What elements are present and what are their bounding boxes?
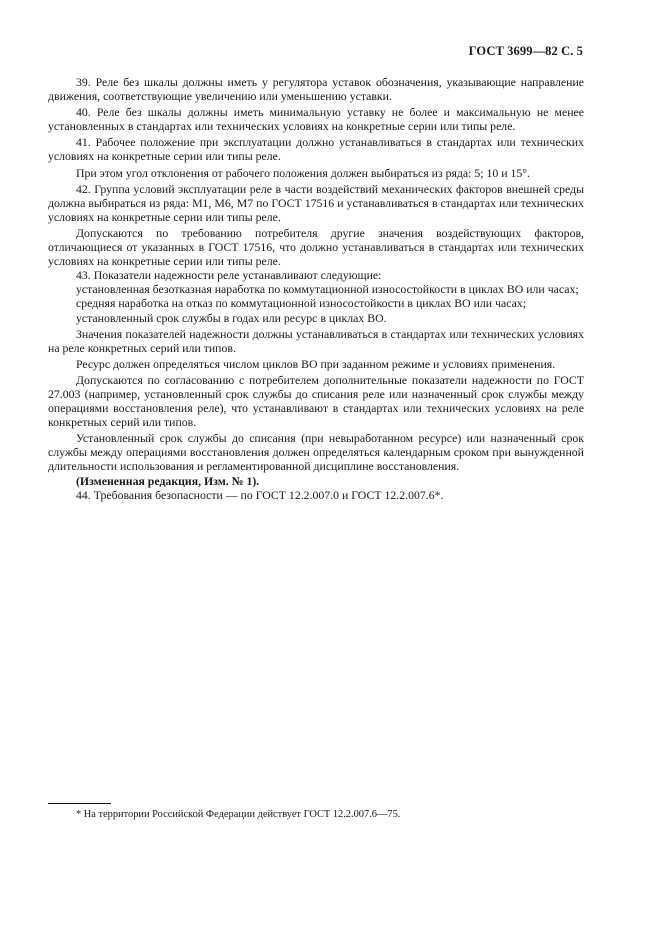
paragraph-41-angle: При этом угол отклонения от рабочего положения должен выбираться из ряда: 5; 10 и 15°. — [76, 165, 530, 180]
paragraph-43-resource: Ресурс должен определяться числом циклов ВО при заданном режиме и условиях применения. — [76, 356, 556, 371]
paragraph-42-note: Допускаются по требованию потребителя другие значения воздействующих факторов, отличающиеся от указанных в ГОСТ 17516, что должно устанавливаться в стандартах или технических условиях на конкретные серии или типы реле. — [48, 225, 584, 269]
page-header: ГОСТ 3699—82 С. 5 — [468, 44, 583, 58]
paragraph-40: 40. Реле без шкалы должны иметь минимальную уставку не более и максимальную не менее установленных в стандартах или технических условиях на конкретные серии или типы реле. — [48, 105, 584, 134]
paragraph-43-values: Значения показателей надежности должны устанавливаться в стандартах или технических условиях на реле конкретных серий или типов. — [48, 326, 584, 355]
body-text — [48, 75, 584, 502]
reliability-item-2: средняя наработка на отказ по коммутационной износостойкости в циклах ВО или часах; — [76, 296, 527, 311]
paragraph-44: 44. Требования безопасности — по ГОСТ 12.2.007.0 и ГОСТ 12.2.007.6*. — [76, 487, 444, 502]
reliability-item-1: установленная безотказная наработка по коммутационной износостойкости в циклах ВО или часах; — [76, 282, 579, 297]
paragraph-43-service-life: Установленный срок службы до списания (при невыработанном ресурсе) или назначенный срок службы между операциями восстановления должен определяться календарным сроком при вынужденной длительности использования и регламентированной дисциплине восстановления. — [48, 431, 584, 474]
paragraph-43-additional: Допускаются по согласованию с потребителем дополнительные показатели надежности по ГОСТ 27.003 (например, установленный срок службы до списания реле или назначенный срок службы между операциями восстановления реле), что устанавливают в стандартах или технических условиях на реле конкретных серий или типов. — [48, 372, 584, 430]
paragraph-42: 42. Группа условий эксплуатации реле в части воздействий механических факторов внешней среды должна выбираться из ряда: М1, М6, М7 по ГОСТ 17516 и устанавливаться в стандартах или технических условиях на конкретные серии или типы реле. — [48, 181, 584, 224]
paragraph-39: 39. Реле без шкалы должны иметь у регулятора уставок обозначения, указывающие направление движения, соответствующие увеличению или уменьшению уставки. — [48, 75, 584, 104]
reliability-item-3: установленный срок службы в годах или ресурс в циклах ВО. — [76, 310, 387, 325]
paragraph-41: 41. Рабочее положение при эксплуатации должно устанавливаться в стандартах или технических условиях на конкретные серии или типы реле. — [48, 135, 584, 164]
footnote-divider — [48, 803, 111, 804]
footnote: * На территории Российской Федерации действует ГОСТ 12.2.007.6—75. — [76, 809, 401, 820]
paragraph-43: 43. Показатели надежности реле устанавливают следующие: — [76, 268, 382, 283]
amendment-note: (Измененная редакция, Изм. № 1). — [76, 473, 260, 488]
